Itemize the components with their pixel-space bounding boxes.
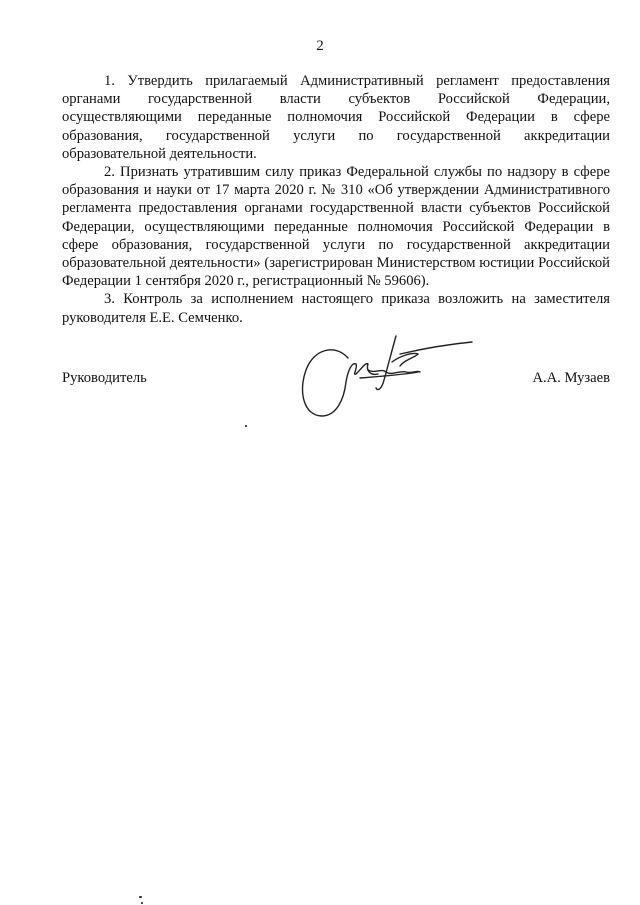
scan-speck (139, 896, 142, 898)
paragraph-2: 2. Признать утратившим силу приказ Федеральной службы по надзору в сфере образования и науки от 17 марта 2020 г. № 310 «Об утверждении Административного регламента предоставления органами государственной власти субъектов Российской Федерации, осуществляющими переданные полномочия Российской Федерации в сфере образования, государственной услуги по государственной аккредитации образовательной деятельности» (зарегистрирован Министерством юстиции Российской Федерации 1 сентября 2020 г., регистрационный № 59606). (62, 164, 610, 290)
scan-speck (141, 902, 143, 904)
document-body (62, 72, 610, 327)
signer-title: Руководитель (62, 370, 147, 386)
paragraph-1: 1. Утвердить прилагаемый Административный регламент предоставления органами государственной власти субъектов Российской Федерации, осуществляющими переданные полномочия Российской Федерации в сфере образования, государственной услуги по государственной аккредитации образовательной деятельности. (62, 73, 610, 162)
page-number: 2 (316, 38, 324, 54)
signature-block (62, 370, 610, 390)
signer-name: А.А. Музаев (532, 370, 610, 386)
scan-speck (245, 425, 247, 427)
paragraph-3: 3. Контроль за исполнением настоящего приказа возложить на заместителя руководителя Е.Е. Семченко. (62, 291, 610, 326)
